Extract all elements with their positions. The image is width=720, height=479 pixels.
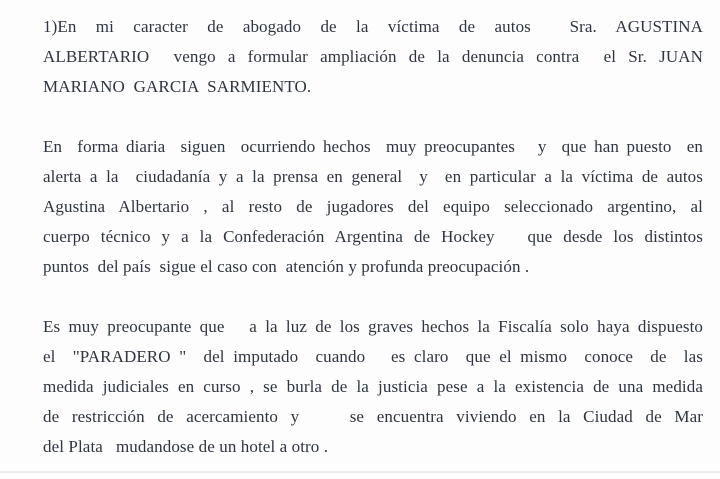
text-line: Es muy preocupante que a la luz de los graves hechos la Fiscalía solo haya dispuesto <box>43 317 703 336</box>
text-line: En forma diaria siguen ocurriendo hechos muy preocupantes y que han puesto en <box>43 137 703 156</box>
text-line: del Plata mudandose de un hotel a otro . <box>43 437 329 456</box>
paragraph-1 <box>43 12 703 102</box>
text-line: 1)En mi caracter de abogado de la víctima de autos Sra. AGUSTINA <box>43 17 703 36</box>
text-line: puntos del país sigue el caso con atención y profunda preocupación . <box>43 257 530 276</box>
text-line: MARIANO GARCIA SARMIENTO. <box>43 77 312 96</box>
bottom-divider <box>0 471 720 473</box>
text-line: de restricción de acercamiento y se encuentra viviendo en la Ciudad de Mar <box>43 407 703 426</box>
paragraph-2 <box>43 132 703 282</box>
text-line: ALBERTARIO vengo a formular ampliación de la denuncia contra el Sr. JUAN <box>43 47 703 66</box>
paragraph-3 <box>43 312 703 462</box>
text-line: cuerpo técnico y a la Confederación Argentina de Hockey que desde los distintos <box>43 227 703 246</box>
text-line: el "PARADERO " del imputado cuando es claro que el mismo conoce de las <box>43 347 703 366</box>
text-line: medida judiciales en curso , se burla de la justicia pese a la existencia de una medida <box>43 377 703 396</box>
text-line: Agustina Albertario , al resto de jugadores del equipo seleccionado argentino, al <box>43 197 703 216</box>
text-line: alerta a la ciudadanía y a la prensa en general y en particular a la víctima de autos <box>43 167 703 186</box>
